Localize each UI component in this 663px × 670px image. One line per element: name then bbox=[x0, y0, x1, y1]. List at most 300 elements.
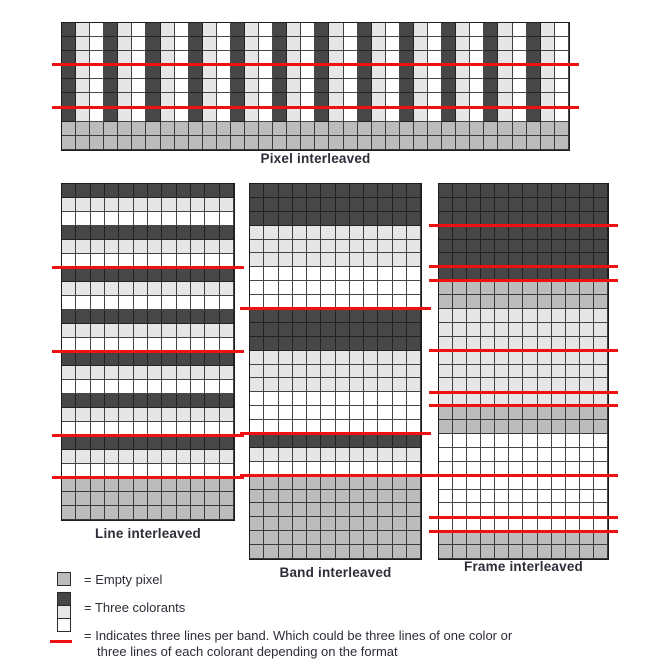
band-interleaved-cell bbox=[279, 448, 293, 462]
pixel-interleaved-cell bbox=[175, 37, 189, 51]
line-interleaved-cell bbox=[205, 478, 219, 492]
red-line-swatch bbox=[50, 640, 72, 643]
band-interleaved-cell bbox=[321, 392, 335, 406]
pixel-interleaved-cell bbox=[315, 79, 329, 93]
pixel-interleaved-cell bbox=[301, 122, 315, 136]
line-interleaved-cell bbox=[76, 240, 90, 254]
band-interleaved-cell bbox=[378, 309, 392, 323]
frame-interleaved-cell bbox=[552, 545, 566, 559]
band-interleaved-cell bbox=[336, 490, 350, 504]
pixel-interleaved-cell bbox=[104, 122, 118, 136]
band-interleaved-cell bbox=[321, 212, 335, 226]
frame-interleaved-cell bbox=[538, 545, 552, 559]
frame-interleaved-cell bbox=[523, 545, 537, 559]
pixel-interleaved-cell bbox=[456, 136, 470, 150]
line-interleaved-cell bbox=[119, 506, 133, 520]
frame-interleaved-cell bbox=[439, 184, 453, 198]
line-interleaved-cell bbox=[62, 408, 76, 422]
pixel-interleaved-cell bbox=[287, 136, 301, 150]
band-interleaved-cell bbox=[293, 198, 307, 212]
band-interleaved-cell bbox=[264, 240, 278, 254]
pixel-interleaved-cell bbox=[484, 23, 498, 37]
frame-interleaved-cell bbox=[439, 434, 453, 448]
band-interleaved-cell bbox=[307, 240, 321, 254]
pixel-interleaved-cell bbox=[555, 108, 569, 122]
band-interleaved-cell bbox=[393, 198, 407, 212]
band-interleaved-cell bbox=[279, 490, 293, 504]
line-interleaved-cell bbox=[76, 282, 90, 296]
line-interleaved-cell bbox=[91, 366, 105, 380]
pixel-interleaved-cell bbox=[76, 122, 90, 136]
pixel-interleaved-cell bbox=[76, 23, 90, 37]
band-interleaved-cell bbox=[279, 226, 293, 240]
band-interleaved-cell bbox=[321, 365, 335, 379]
frame-interleaved-cell bbox=[467, 351, 481, 365]
band-interleaved-cell bbox=[264, 434, 278, 448]
frame-interleaved-cell bbox=[481, 309, 495, 323]
band-interleaved-cell bbox=[350, 267, 364, 281]
pixel-interleaved-cell bbox=[132, 37, 146, 51]
pixel-interleaved-cell bbox=[527, 23, 541, 37]
band-interleaved-cell bbox=[321, 406, 335, 420]
line-interleaved-cell bbox=[162, 492, 176, 506]
band-interleaved-cell bbox=[250, 517, 264, 531]
band-interleaved-cell bbox=[279, 503, 293, 517]
line-interleaved-cell bbox=[148, 324, 162, 338]
line-interleaved-cell bbox=[177, 352, 191, 366]
band-interleaved-cell bbox=[364, 476, 378, 490]
band-interleaved-cell bbox=[307, 281, 321, 295]
frame-interleaved-cell bbox=[580, 490, 594, 504]
frame-interleaved-cell bbox=[523, 476, 537, 490]
frame-interleaved-cell bbox=[481, 351, 495, 365]
line-interleaved-cell bbox=[105, 408, 119, 422]
line-interleaved-cell bbox=[220, 198, 234, 212]
pixel-interleaved-cell bbox=[161, 136, 175, 150]
pixel-interleaved-cell bbox=[231, 65, 245, 79]
line-interleaved-cell bbox=[148, 198, 162, 212]
band-interleaved-cell bbox=[293, 531, 307, 545]
band-interleaved-cell bbox=[407, 503, 421, 517]
band-divider-red-line bbox=[240, 474, 431, 477]
band-interleaved-cell bbox=[250, 434, 264, 448]
pixel-interleaved-cell bbox=[358, 79, 372, 93]
pixel-interleaved-cell bbox=[329, 79, 343, 93]
pixel-interleaved-cell bbox=[287, 122, 301, 136]
frame-interleaved-cell bbox=[467, 420, 481, 434]
band-interleaved-cell bbox=[321, 448, 335, 462]
band-interleaved-cell bbox=[307, 406, 321, 420]
pixel-interleaved-cell bbox=[76, 65, 90, 79]
line-interleaved-cell bbox=[162, 268, 176, 282]
line-interleaved-cell bbox=[220, 324, 234, 338]
band-interleaved-cell bbox=[407, 531, 421, 545]
line-interleaved-cell bbox=[205, 366, 219, 380]
band-interleaved-cell bbox=[364, 281, 378, 295]
band-interleaved-cell bbox=[407, 476, 421, 490]
band-interleaved-cell bbox=[378, 351, 392, 365]
band-interleaved-cell bbox=[393, 434, 407, 448]
line-interleaved-cell bbox=[191, 268, 205, 282]
band-interleaved-cell bbox=[364, 503, 378, 517]
frame-interleaved-cell bbox=[495, 226, 509, 240]
line-interleaved-cell bbox=[205, 184, 219, 198]
pixel-interleaved-cell bbox=[372, 79, 386, 93]
pixel-interleaved-cell bbox=[400, 108, 414, 122]
band-interleaved-cell bbox=[407, 267, 421, 281]
band-interleaved-cell bbox=[350, 392, 364, 406]
pixel-interleaved-cell bbox=[132, 65, 146, 79]
line-interleaved-cell bbox=[134, 184, 148, 198]
frame-interleaved-cell bbox=[538, 406, 552, 420]
band-interleaved-cell bbox=[350, 378, 364, 392]
line-interleaved-cell bbox=[162, 394, 176, 408]
pixel-interleaved-cell bbox=[527, 65, 541, 79]
pixel-interleaved-cell bbox=[498, 108, 512, 122]
line-interleaved-cell bbox=[76, 408, 90, 422]
band-interleaved-cell bbox=[264, 351, 278, 365]
pixel-interleaved-cell bbox=[273, 136, 287, 150]
band-interleaved-cell bbox=[336, 503, 350, 517]
frame-interleaved-cell bbox=[594, 420, 608, 434]
line-interleaved-cell bbox=[191, 198, 205, 212]
band-divider-red-line bbox=[429, 391, 618, 394]
white-colorant-swatch bbox=[57, 618, 71, 632]
pixel-interleaved-cell bbox=[428, 23, 442, 37]
band-interleaved-cell bbox=[321, 323, 335, 337]
line-interleaved-cell bbox=[105, 226, 119, 240]
pixel-interleaved-cell bbox=[428, 65, 442, 79]
band-interleaved-cell bbox=[321, 476, 335, 490]
frame-interleaved-cell bbox=[580, 226, 594, 240]
pixel-interleaved-cell bbox=[161, 65, 175, 79]
frame-interleaved-cell bbox=[580, 531, 594, 545]
line-interleaved-cell bbox=[220, 450, 234, 464]
band-divider-red-line bbox=[429, 224, 618, 227]
frame-interleaved-cell bbox=[439, 281, 453, 295]
pixel-interleaved-cell bbox=[315, 136, 329, 150]
band-interleaved-cell bbox=[407, 309, 421, 323]
pixel-interleaved-cell bbox=[104, 136, 118, 150]
line-interleaved-cell bbox=[191, 240, 205, 254]
band-interleaved-cell bbox=[364, 351, 378, 365]
line-interleaved-cell bbox=[205, 226, 219, 240]
frame-interleaved-cell bbox=[453, 240, 467, 254]
band-interleaved-cell bbox=[264, 476, 278, 490]
band-interleaved-cell bbox=[364, 378, 378, 392]
pixel-interleaved-cell bbox=[189, 108, 203, 122]
pixel-interleaved-cell bbox=[456, 23, 470, 37]
band-interleaved-cell bbox=[378, 253, 392, 267]
band-interleaved-cell bbox=[321, 351, 335, 365]
band-interleaved-cell bbox=[336, 378, 350, 392]
band-divider-red-line bbox=[429, 530, 618, 533]
pixel-interleaved-grid bbox=[61, 22, 570, 151]
pixel-interleaved-cell bbox=[400, 37, 414, 51]
pixel-interleaved-cell bbox=[273, 23, 287, 37]
frame-interleaved-cell bbox=[538, 531, 552, 545]
line-interleaved-cell bbox=[91, 268, 105, 282]
line-interleaved-cell bbox=[205, 380, 219, 394]
band-interleaved-cell bbox=[250, 476, 264, 490]
pixel-interleaved-cell bbox=[358, 108, 372, 122]
pixel-interleaved-cell bbox=[301, 23, 315, 37]
line-interleaved-cell bbox=[76, 352, 90, 366]
frame-interleaved-cell bbox=[495, 323, 509, 337]
line-interleaved-cell bbox=[162, 226, 176, 240]
line-interleaved-cell bbox=[220, 492, 234, 506]
frame-interleaved-cell bbox=[580, 545, 594, 559]
band-interleaved-cell bbox=[307, 531, 321, 545]
band-interleaved-cell bbox=[264, 448, 278, 462]
three-colorants-swatch bbox=[57, 592, 71, 632]
band-interleaved-cell bbox=[407, 545, 421, 559]
frame-interleaved-cell bbox=[594, 240, 608, 254]
pixel-interleaved-cell bbox=[513, 108, 527, 122]
frame-interleaved-cell bbox=[509, 545, 523, 559]
frame-interleaved-cell bbox=[580, 420, 594, 434]
band-interleaved-cell bbox=[364, 392, 378, 406]
line-interleaved-grid bbox=[61, 183, 235, 521]
light-colorant-swatch bbox=[57, 605, 71, 619]
band-interleaved-cell bbox=[336, 281, 350, 295]
band-interleaved-cell bbox=[264, 337, 278, 351]
frame-interleaved-cell bbox=[495, 545, 509, 559]
line-interleaved-cell bbox=[220, 436, 234, 450]
line-interleaved-cell bbox=[177, 394, 191, 408]
band-interleaved-cell bbox=[279, 434, 293, 448]
line-interleaved-cell bbox=[162, 352, 176, 366]
pixel-interleaved-cell bbox=[90, 136, 104, 150]
frame-interleaved-cell bbox=[495, 281, 509, 295]
line-interleaved-cell bbox=[191, 184, 205, 198]
pixel-interleaved-cell bbox=[245, 136, 259, 150]
frame-interleaved-cell bbox=[566, 434, 580, 448]
frame-interleaved-cell bbox=[552, 240, 566, 254]
line-interleaved-cell bbox=[148, 450, 162, 464]
pixel-interleaved-cell bbox=[301, 136, 315, 150]
pixel-interleaved-cell bbox=[527, 108, 541, 122]
frame-interleaved-cell bbox=[594, 281, 608, 295]
pixel-interleaved-cell bbox=[372, 65, 386, 79]
band-interleaved-cell bbox=[264, 226, 278, 240]
pixel-interleaved-cell bbox=[358, 65, 372, 79]
frame-interleaved-cell bbox=[538, 323, 552, 337]
line-interleaved-cell bbox=[105, 478, 119, 492]
pixel-interleaved-cell bbox=[386, 79, 400, 93]
line-interleaved-cell bbox=[76, 310, 90, 324]
line-interleaved-cell bbox=[205, 394, 219, 408]
line-interleaved-cell bbox=[76, 366, 90, 380]
band-interleaved-cell bbox=[407, 226, 421, 240]
pixel-interleaved-cell bbox=[132, 79, 146, 93]
band-interleaved-cell bbox=[350, 365, 364, 379]
pixel-interleaved-cell bbox=[470, 65, 484, 79]
pixel-interleaved-cell bbox=[259, 23, 273, 37]
pixel-interleaved-cell bbox=[498, 37, 512, 51]
pixel-interleaved-cell bbox=[273, 79, 287, 93]
line-interleaved-cell bbox=[134, 380, 148, 394]
band-interleaved-cell bbox=[393, 517, 407, 531]
band-interleaved-label: Band interleaved bbox=[279, 565, 392, 580]
pixel-interleaved-cell bbox=[527, 79, 541, 93]
band-divider-red-line bbox=[429, 516, 618, 519]
band-interleaved-cell bbox=[250, 267, 264, 281]
frame-interleaved-cell bbox=[453, 365, 467, 379]
line-interleaved-cell bbox=[119, 436, 133, 450]
pixel-interleaved-cell bbox=[245, 23, 259, 37]
band-interleaved-cell bbox=[264, 531, 278, 545]
band-interleaved-cell bbox=[336, 351, 350, 365]
band-interleaved-cell bbox=[364, 365, 378, 379]
frame-interleaved-cell bbox=[566, 351, 580, 365]
band-divider-red-line bbox=[52, 476, 244, 479]
frame-interleaved-cell bbox=[523, 295, 537, 309]
band-interleaved-cell bbox=[336, 545, 350, 559]
pixel-interleaved-cell bbox=[344, 136, 358, 150]
frame-interleaved-cell bbox=[538, 420, 552, 434]
line-interleaved-cell bbox=[134, 436, 148, 450]
pixel-interleaved-cell bbox=[259, 122, 273, 136]
line-interleaved-cell bbox=[162, 450, 176, 464]
frame-interleaved-cell bbox=[552, 490, 566, 504]
band-interleaved-cell bbox=[307, 198, 321, 212]
line-interleaved-cell bbox=[76, 450, 90, 464]
pixel-interleaved-cell bbox=[386, 65, 400, 79]
pixel-interleaved-cell bbox=[372, 23, 386, 37]
band-interleaved-cell bbox=[279, 212, 293, 226]
line-interleaved-cell bbox=[62, 492, 76, 506]
frame-interleaved-cell bbox=[580, 309, 594, 323]
band-interleaved-cell bbox=[321, 490, 335, 504]
band-interleaved-cell bbox=[264, 378, 278, 392]
frame-interleaved-cell bbox=[580, 365, 594, 379]
line-interleaved-cell bbox=[76, 436, 90, 450]
frame-interleaved-cell bbox=[538, 448, 552, 462]
line-interleaved-cell bbox=[191, 366, 205, 380]
band-interleaved-cell bbox=[250, 448, 264, 462]
legend-empty-pixel-label: = Empty pixel bbox=[84, 572, 163, 587]
line-interleaved-cell bbox=[205, 282, 219, 296]
pixel-interleaved-cell bbox=[76, 79, 90, 93]
band-interleaved-cell bbox=[321, 378, 335, 392]
band-interleaved-cell bbox=[293, 490, 307, 504]
band-interleaved-cell bbox=[350, 337, 364, 351]
frame-interleaved-cell bbox=[509, 406, 523, 420]
frame-interleaved-cell bbox=[495, 184, 509, 198]
pixel-interleaved-cell bbox=[273, 108, 287, 122]
band-interleaved-cell bbox=[393, 267, 407, 281]
line-interleaved-cell bbox=[148, 184, 162, 198]
band-interleaved-cell bbox=[321, 531, 335, 545]
band-interleaved-cell bbox=[364, 212, 378, 226]
line-interleaved-cell bbox=[105, 436, 119, 450]
frame-interleaved-cell bbox=[552, 476, 566, 490]
pixel-interleaved-cell bbox=[189, 37, 203, 51]
band-interleaved-cell bbox=[279, 198, 293, 212]
frame-interleaved-cell bbox=[467, 295, 481, 309]
frame-interleaved-cell bbox=[523, 323, 537, 337]
pixel-interleaved-cell bbox=[175, 23, 189, 37]
line-interleaved-cell bbox=[205, 212, 219, 226]
pixel-interleaved-cell bbox=[146, 23, 160, 37]
frame-interleaved-cell bbox=[566, 240, 580, 254]
frame-interleaved-cell bbox=[566, 448, 580, 462]
frame-interleaved-cell bbox=[467, 198, 481, 212]
frame-interleaved-cell bbox=[594, 295, 608, 309]
frame-interleaved-cell bbox=[594, 365, 608, 379]
frame-interleaved-label: Frame interleaved bbox=[464, 559, 583, 574]
band-interleaved-cell bbox=[250, 281, 264, 295]
pixel-interleaved-cell bbox=[484, 122, 498, 136]
band-interleaved-cell bbox=[264, 365, 278, 379]
band-interleaved-cell bbox=[350, 517, 364, 531]
line-interleaved-cell bbox=[119, 324, 133, 338]
line-interleaved-cell bbox=[119, 296, 133, 310]
band-interleaved-cell bbox=[336, 531, 350, 545]
frame-interleaved-cell bbox=[467, 323, 481, 337]
band-interleaved-cell bbox=[407, 392, 421, 406]
line-interleaved-cell bbox=[177, 310, 191, 324]
band-interleaved-cell bbox=[264, 392, 278, 406]
line-interleaved-cell bbox=[177, 198, 191, 212]
band-interleaved-cell bbox=[364, 337, 378, 351]
frame-interleaved-cell bbox=[523, 226, 537, 240]
pixel-interleaved-cell bbox=[146, 37, 160, 51]
line-interleaved-cell bbox=[191, 408, 205, 422]
pixel-interleaved-cell bbox=[287, 108, 301, 122]
frame-interleaved-cell bbox=[495, 490, 509, 504]
line-interleaved-cell bbox=[177, 282, 191, 296]
frame-interleaved-cell bbox=[552, 420, 566, 434]
pixel-interleaved-cell bbox=[315, 37, 329, 51]
line-interleaved-cell bbox=[105, 268, 119, 282]
band-interleaved-cell bbox=[378, 198, 392, 212]
pixel-interleaved-cell bbox=[259, 108, 273, 122]
band-interleaved-cell bbox=[393, 476, 407, 490]
line-interleaved-cell bbox=[134, 268, 148, 282]
pixel-interleaved-cell bbox=[414, 65, 428, 79]
frame-interleaved-cell bbox=[566, 490, 580, 504]
band-interleaved-cell bbox=[336, 448, 350, 462]
band-interleaved-cell bbox=[293, 184, 307, 198]
pixel-interleaved-cell bbox=[146, 122, 160, 136]
pixel-interleaved-cell bbox=[203, 108, 217, 122]
pixel-interleaved-cell bbox=[400, 122, 414, 136]
frame-interleaved-cell bbox=[580, 323, 594, 337]
pixel-interleaved-cell bbox=[541, 136, 555, 150]
band-interleaved-cell bbox=[321, 517, 335, 531]
pixel-interleaved-cell bbox=[273, 37, 287, 51]
pixel-interleaved-cell bbox=[301, 37, 315, 51]
line-interleaved-cell bbox=[148, 366, 162, 380]
line-interleaved-cell bbox=[220, 282, 234, 296]
pixel-interleaved-cell bbox=[175, 108, 189, 122]
band-interleaved-cell bbox=[350, 351, 364, 365]
frame-interleaved-cell bbox=[495, 309, 509, 323]
pixel-interleaved-cell bbox=[161, 37, 175, 51]
line-interleaved-cell bbox=[220, 240, 234, 254]
pixel-interleaved-cell bbox=[203, 122, 217, 136]
band-interleaved-cell bbox=[293, 365, 307, 379]
frame-interleaved-cell bbox=[509, 476, 523, 490]
pixel-interleaved-cell bbox=[498, 122, 512, 136]
pixel-interleaved-cell bbox=[217, 108, 231, 122]
frame-interleaved-cell bbox=[580, 184, 594, 198]
frame-interleaved-cell bbox=[453, 226, 467, 240]
frame-interleaved-cell bbox=[509, 448, 523, 462]
line-interleaved-cell bbox=[91, 184, 105, 198]
